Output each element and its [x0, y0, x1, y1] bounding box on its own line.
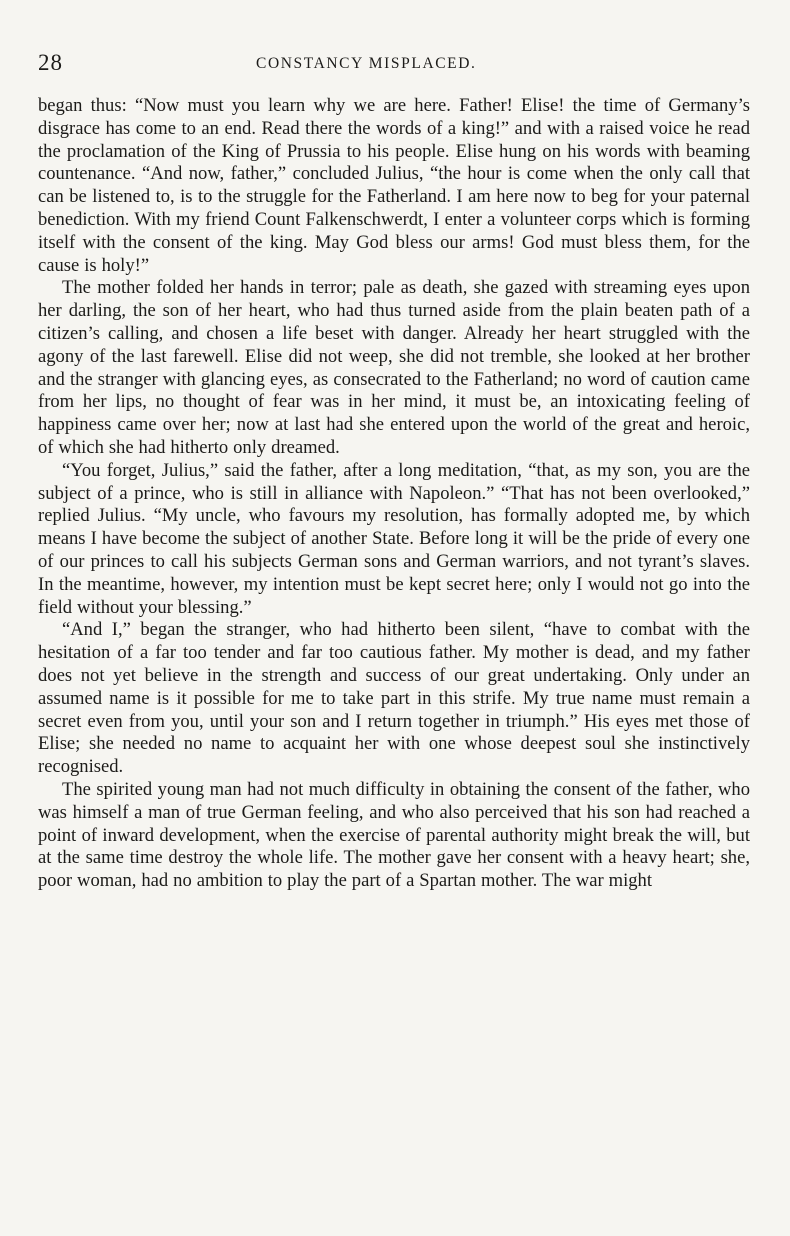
body-text: [38, 95, 750, 893]
paragraph-3: “You forget, Julius,” said the father, after a long meditation, “that, as my son, you are the subject of a prince, who is still in alliance with Napoleon.” “That has not been overlooked,” replied Julius. “My uncle, who favours my resolution, has formally adopted me, by which means I have become the subject of another State. Before long it will be the pride of every one of our princes to call his subjects German sons and German warriors, and not tyrant’s slaves. In the meantime, however, my intention must be kept secret here; only I would not go into the field without your blessing.”: [38, 459, 750, 618]
paragraph-5: The spirited young man had not much difficulty in obtaining the consent of the father, who was himself a man of true German feeling, and who also perceived that his son had reached a point of inward development, when the exercise of parental authority might break the will, but at the same time destroy the whole life. The mother gave her consent with a heavy heart; she, poor woman, had no ambition to play the part of a Spartan mother. The war might: [38, 778, 750, 892]
paragraph-4: “And I,” began the stranger, who had hitherto been silent, “have to combat with the hesitation of a far too tender and far too cautious father. My mother is dead, and my father does not yet believe in the strength and success of our great undertaking. Only under an assumed name is it possible for me to take part in this strife. My true name must remain a secret even from you, until your son and I return together in triumph.” His eyes met those of Elise; she needed no name to acquaint her with one whose deepest soul she instinctively recognised.: [38, 619, 750, 778]
paragraph-1: began thus: “Now must you learn why we are here. Father! Elise! the time of Germany’s disgrace has come to an end. Read there the words of a king!” and with a raised voice he read the proclamation of the King of Prussia to his people. Elise hung on his words with beaming countenance. “And now, father,” concluded Julius, “the hour is come when the only call that can be listened to, is to the struggle for the Fatherland. I am here now to beg for your paternal benediction. With my friend Count Falkenschwerdt, I enter a volunteer corps which is forming itself with the consent of the king. May God bless our arms! God must bless them, for the cause is holy!”: [38, 95, 750, 276]
running-header: [38, 50, 750, 80]
running-title: CONSTANCY MISPLACED.: [256, 55, 477, 72]
page-number: 28: [38, 50, 63, 75]
paragraph-2: The mother folded her hands in terror; pale as death, she gazed with streaming eyes upon her darling, the son of her heart, who had thus turned aside from the plain beaten path of a citizen’s calling, and chosen a life beset with danger. Already her heart struggled with the agony of the last farewell. Elise did not weep, she did not tremble, she looked at her brother and the stranger with glancing eyes, as consecrated to the Fatherland; no word of caution came from her lips, no thought of fear was in her mind, it must be, an intoxicating feeling of happiness came over her; now at last had she entered upon the world of the great and heroic, of which she had hitherto only dreamed.: [38, 277, 750, 458]
